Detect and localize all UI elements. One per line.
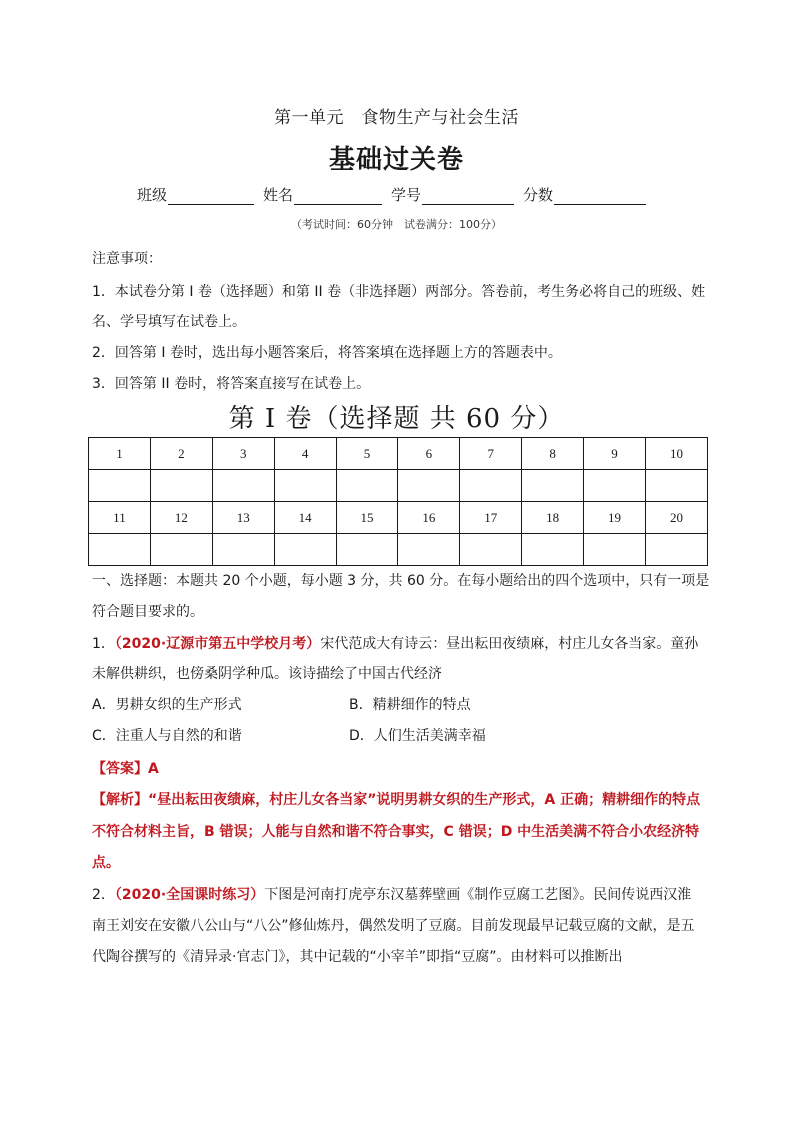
student-id-field: [391, 184, 514, 205]
answer-cell[interactable]: [460, 534, 522, 566]
class-label: 班级: [137, 186, 168, 204]
grid-number: 16: [398, 502, 460, 534]
grid-number: 14: [274, 502, 336, 534]
question-2-line-3: 代陶谷撰写的《清异录·官志门》，其中记载的“小宰羊”即指“豆腐”。由材料可以推断出: [92, 949, 623, 965]
answer-cell[interactable]: [460, 470, 522, 502]
grid-number: 3: [212, 438, 274, 470]
grid-number: 5: [336, 438, 398, 470]
grid-number: 10: [646, 438, 708, 470]
answer-cell[interactable]: [212, 534, 274, 566]
option-a[interactable]: A．男耕女织的生产形式: [92, 697, 242, 713]
question-1-line-1: [92, 629, 698, 659]
answer-cell[interactable]: [646, 534, 708, 566]
class-field: [137, 184, 254, 205]
question-2-line-2: 南王刘安在安徽八公山与“八公”修仙炼丹，偶然发明了豆腐。目前发现最早记载豆腐的文献，是五: [92, 918, 695, 934]
answer-grid-number-row: [89, 502, 708, 534]
score-field: [523, 184, 646, 205]
question-text: 宋代范成大有诗云：昼出耘田夜绩麻，村庄儿女各当家。童孙: [320, 636, 699, 652]
notice-item-3: 3．回答第 II 卷时，将答案直接写在试卷上。: [92, 376, 371, 392]
question-source: （2020·全国课时练习）: [114, 887, 265, 903]
option-b[interactable]: B．精耕细作的特点: [349, 697, 471, 713]
answer-cell[interactable]: [336, 534, 398, 566]
question-number: 1．: [92, 636, 115, 652]
answer-cell[interactable]: [646, 470, 708, 502]
unit-title: 第一单元 食物生产与社会生活: [274, 108, 519, 128]
score-label: 分数: [523, 186, 554, 204]
question-2-line-1: [92, 880, 691, 910]
answer-cell[interactable]: [398, 470, 460, 502]
answer-cell[interactable]: [584, 534, 646, 566]
answer-cell[interactable]: [336, 470, 398, 502]
grid-number: 18: [522, 502, 584, 534]
question-number: 2．: [92, 887, 115, 903]
class-blank[interactable]: [168, 187, 254, 205]
name-blank[interactable]: [294, 187, 382, 205]
analysis-line-1: 【解析】“昼出耘田夜绩麻，村庄儿女各当家”说明男耕女织的生产形式，A 正确；精耕细作的特点: [92, 792, 701, 808]
grid-number: 19: [584, 502, 646, 534]
question-source: （2020·辽源市第五中学校月考）: [114, 636, 321, 652]
question-1-line-2: 未解供耕织，也傍桑阴学种瓜。该诗描绘了中国古代经济: [92, 666, 442, 682]
answer-grid-blank-row: [89, 534, 708, 566]
grid-number: 1: [89, 438, 151, 470]
answer-cell[interactable]: [274, 534, 336, 566]
analysis-line-2: 不符合材料主旨，B 错误；人能与自然和谐不符合事实，C 错误；D 中生活美满不符合小农经济特: [92, 824, 700, 840]
name-field: [263, 184, 382, 205]
question-text: 下图是河南打虎亭东汉墓葬壁画《制作豆腐工艺图》。民间传说西汉淮: [264, 887, 692, 903]
grid-number: 12: [150, 502, 212, 534]
section-title: 第 I 卷（选择题 共 60 分）: [228, 404, 565, 434]
grid-number: 17: [460, 502, 522, 534]
name-label: 姓名: [263, 186, 294, 204]
grid-number: 11: [89, 502, 151, 534]
option-d[interactable]: D．人们生活美满幸福: [349, 728, 486, 744]
answer-cell[interactable]: [584, 470, 646, 502]
student-id-label: 学号: [391, 186, 422, 204]
grid-number: 4: [274, 438, 336, 470]
answer-cell[interactable]: [398, 534, 460, 566]
exam-info: （考试时间：60分钟 试卷满分：100分）: [291, 218, 502, 231]
grid-number: 7: [460, 438, 522, 470]
grid-number: 20: [646, 502, 708, 534]
notice-heading: 注意事项：: [92, 251, 162, 267]
answer-cell[interactable]: [89, 534, 151, 566]
answer-cell[interactable]: [274, 470, 336, 502]
page-title: 基础过关卷: [328, 145, 464, 175]
answer-grid: [88, 437, 708, 566]
grid-number: 8: [522, 438, 584, 470]
score-blank[interactable]: [554, 187, 646, 205]
student-info-row: [137, 184, 655, 205]
student-id-blank[interactable]: [422, 187, 514, 205]
section-intro-line-1: 一、选择题：本题共 20 个小题，每小题 3 分，共 60 分。在每小题给出的四个选项中，只有一项是: [92, 573, 710, 589]
answer-line: 【答案】A: [92, 761, 159, 777]
answer-cell[interactable]: [522, 534, 584, 566]
grid-number: 9: [584, 438, 646, 470]
answer-grid-blank-row: [89, 470, 708, 502]
answer-cell[interactable]: [150, 534, 212, 566]
grid-number: 15: [336, 502, 398, 534]
grid-number: 6: [398, 438, 460, 470]
analysis-line-3: 点。: [92, 855, 120, 871]
grid-number: 13: [212, 502, 274, 534]
notice-item-2: 2．回答第 I 卷时，选出每小题答案后，将答案填在选择题上方的答题表中。: [92, 345, 562, 361]
answer-grid-number-row: [89, 438, 708, 470]
notice-item-1-line-2: 名、学号填写在试卷上。: [92, 314, 246, 330]
section-intro-line-2: 符合题目要求的。: [92, 604, 204, 620]
grid-number: 2: [150, 438, 212, 470]
answer-cell[interactable]: [522, 470, 584, 502]
answer-cell[interactable]: [212, 470, 274, 502]
answer-cell[interactable]: [89, 470, 151, 502]
answer-cell[interactable]: [150, 470, 212, 502]
notice-item-1-line-1: 1．本试卷分第 I 卷（选择题）和第 II 卷（非选择题）两部分。答卷前，考生务必将自己的班级、姓: [92, 284, 706, 300]
option-c[interactable]: C．注重人与自然的和谐: [92, 728, 242, 744]
